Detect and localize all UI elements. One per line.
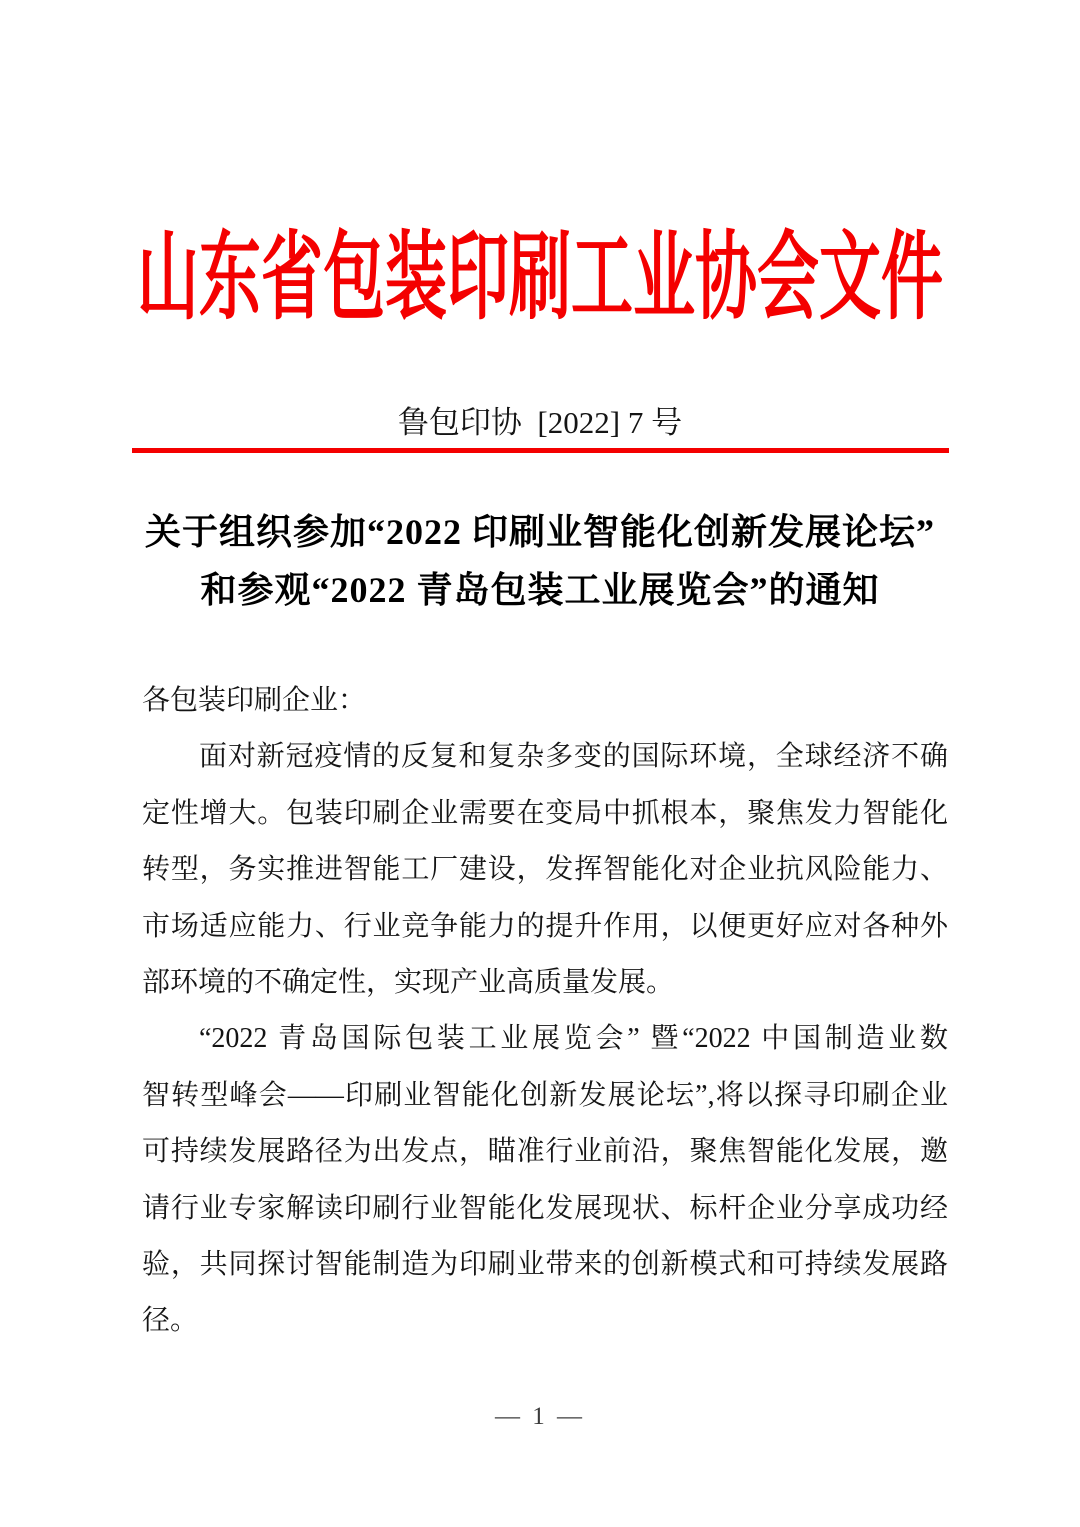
- document-number: 鲁包印协 [2022] 7 号: [397, 405, 683, 440]
- body-line: 智转型峰会——印刷业智能化创新发展论坛”,将以探寻印刷企业: [142, 1079, 948, 1111]
- page-number: — 1 —: [495, 1403, 585, 1430]
- notice-title: [0, 503, 1080, 619]
- body-line: 径。: [142, 1305, 199, 1337]
- notice-title-line-2: 和参观“2022 青岛包装工业展览会”的通知: [200, 570, 880, 610]
- notice-body: [142, 673, 948, 1350]
- body-line: 定性增大。包装印刷企业需要在变局中抓根本，聚焦发力智能化: [142, 797, 948, 829]
- body-line: 部环境的不确定性，实现产业高质量发展。: [142, 966, 675, 998]
- letterhead-title-text: 山东省包装印刷工业协会文件: [136, 226, 943, 332]
- red-separator-line: [132, 448, 949, 453]
- salutation: 各包装印刷企业：: [142, 685, 367, 716]
- notice-title-line-1: 关于组织参加“2022 印刷业智能化创新发展论坛”: [144, 512, 935, 552]
- body-line: 可持续发展路径为出发点，瞄准行业前沿，聚焦智能化发展，邀: [142, 1136, 948, 1168]
- body-line: 面对新冠疫情的反复和复杂多变的国际环境，全球经济不确: [199, 741, 948, 773]
- body-line: 市场适应能力、行业竞争能力的提升作用，以便更好应对各种外: [142, 910, 948, 942]
- body-line: 转型，务实推进智能工厂建设，发挥智能化对企业抗风险能力、: [142, 854, 948, 886]
- letterhead-title: [0, 226, 1080, 332]
- body-line: 请行业专家解读印刷行业智能化发展现状、标杆企业分享成功经: [142, 1192, 948, 1224]
- body-line: 验，共同探讨智能制造为印刷业带来的创新模式和可持续发展路: [142, 1248, 948, 1280]
- body-line: “2022 青岛国际包装工业展览会” 暨“2022 中国制造业数: [199, 1023, 948, 1055]
